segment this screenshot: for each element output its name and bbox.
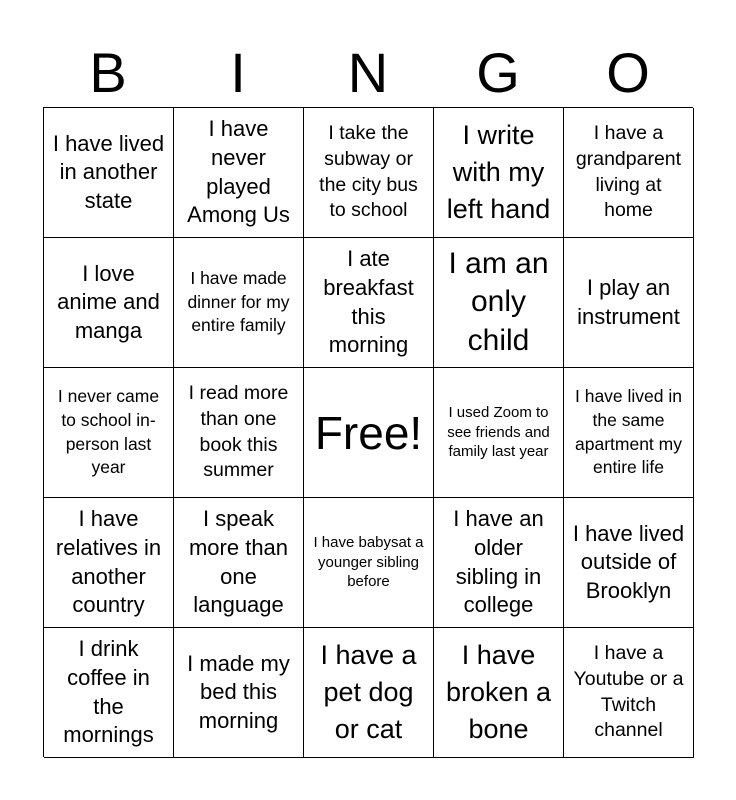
bingo-cell[interactable] bbox=[304, 238, 434, 368]
header-letter-i: I bbox=[230, 41, 246, 104]
bingo-cell[interactable] bbox=[434, 498, 564, 628]
header-letter-n: N bbox=[347, 41, 389, 104]
bingo-cell[interactable] bbox=[174, 108, 304, 238]
cell-text: I have babysat a younger sibling before bbox=[313, 534, 424, 591]
bingo-cell[interactable] bbox=[304, 498, 434, 628]
bingo-cell[interactable] bbox=[434, 628, 564, 758]
cell-text: I write with my left hand bbox=[446, 120, 551, 224]
cell-text: I have relatives in another country bbox=[55, 506, 162, 618]
bingo-cell[interactable] bbox=[174, 368, 304, 498]
bingo-card-grid bbox=[43, 107, 693, 757]
header-letter-o: O bbox=[606, 41, 650, 104]
bingo-cell[interactable] bbox=[44, 498, 174, 628]
cell-text: I speak more than one language bbox=[188, 506, 289, 618]
bingo-cell-free[interactable] bbox=[304, 368, 434, 498]
bingo-cell[interactable] bbox=[564, 238, 694, 368]
cell-text: I ate breakfast this morning bbox=[323, 246, 414, 358]
cell-text: I love anime and manga bbox=[57, 260, 160, 343]
cell-text: I play an instrument bbox=[577, 274, 680, 329]
bingo-cell[interactable] bbox=[564, 498, 694, 628]
cell-text: I take the subway or the city bus to school bbox=[319, 121, 418, 222]
cell-text: I am an only child bbox=[448, 247, 549, 357]
free-space-text: Free! bbox=[314, 406, 423, 459]
cell-text: I used Zoom to see friends and family last year bbox=[447, 404, 550, 461]
cell-text: I have lived outside of Brooklyn bbox=[572, 520, 685, 603]
cell-text: I have broken a bone bbox=[445, 640, 552, 744]
cell-text: I read more than one book this summer bbox=[188, 381, 289, 482]
header-letter-b: B bbox=[89, 41, 127, 104]
bingo-cell[interactable] bbox=[44, 238, 174, 368]
bingo-cell[interactable] bbox=[174, 238, 304, 368]
cell-text: I have a grandparent living at home bbox=[575, 121, 682, 222]
bingo-cell[interactable] bbox=[174, 628, 304, 758]
bingo-cell[interactable] bbox=[174, 498, 304, 628]
bingo-cell[interactable] bbox=[434, 238, 564, 368]
cell-text: I have an older sibling in college bbox=[453, 506, 544, 618]
bingo-cell[interactable] bbox=[564, 628, 694, 758]
bingo-cell[interactable] bbox=[434, 368, 564, 498]
bingo-cell[interactable] bbox=[44, 108, 174, 238]
bingo-cell[interactable] bbox=[564, 368, 694, 498]
cell-text: I have a pet dog or cat bbox=[320, 640, 417, 744]
cell-text: I have lived in the same apartment my entire life bbox=[574, 385, 682, 478]
bingo-cell[interactable] bbox=[44, 368, 174, 498]
cell-text: I made my bed this morning bbox=[187, 650, 290, 733]
header-letter-g: G bbox=[476, 41, 520, 104]
bingo-cell[interactable] bbox=[304, 628, 434, 758]
bingo-cell[interactable] bbox=[434, 108, 564, 238]
cell-text: I drink coffee in the mornings bbox=[63, 636, 154, 748]
bingo-header bbox=[43, 38, 693, 108]
cell-text: I have never played Among Us bbox=[187, 116, 290, 228]
cell-text: I have made dinner for my entire family bbox=[187, 267, 290, 336]
bingo-cell[interactable] bbox=[564, 108, 694, 238]
cell-text: I have lived in another state bbox=[52, 130, 165, 213]
cell-text: I never came to school in-person last year bbox=[57, 385, 160, 478]
cell-text: I have a Youtube or a Twitch channel bbox=[573, 641, 684, 742]
bingo-cell[interactable] bbox=[304, 108, 434, 238]
bingo-cell[interactable] bbox=[44, 628, 174, 758]
